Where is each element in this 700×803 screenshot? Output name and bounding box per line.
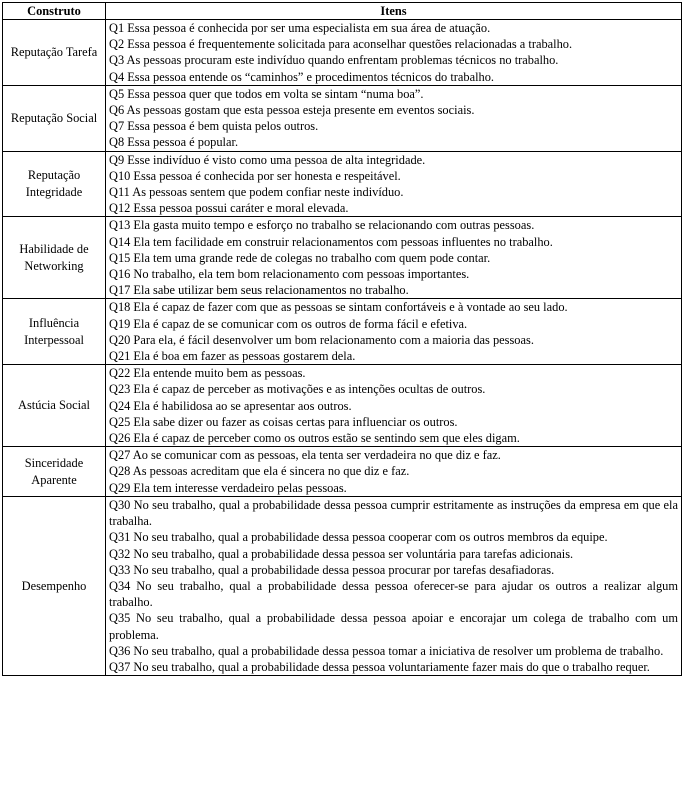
item-text: Q3 As pessoas procuram este indivíduo quando enfrentam problemas técnicos no trabalho. — [109, 53, 559, 68]
column-header-items: Itens — [106, 3, 682, 20]
item-text: Q27 Ao se comunicar com as pessoas, ela tenta ser verdadeira no que diz e faz. — [109, 448, 501, 463]
construct-cell: Astúcia Social — [3, 365, 106, 447]
item-text: Q13 Ela gasta muito tempo e esforço no trabalho se relacionando com outras pessoas. — [109, 218, 535, 233]
item-text: Q22 Ela entende muito bem as pessoas. — [109, 366, 306, 381]
item-text: Q32 No seu trabalho, qual a probabilidade dessa pessoa ser voluntária para tarefas adicionais. — [109, 546, 574, 561]
table-row — [3, 85, 682, 151]
item-text: Q20 Para ela, é fácil desenvolver um bom relacionamento com a maioria das pessoas. — [109, 332, 534, 347]
column-header-construct: Construto — [3, 3, 106, 20]
item-text: Q31 No seu trabalho, qual a probabilidade dessa pessoa cooperar com os outros membros da equipe. — [109, 530, 608, 545]
item-text: Q6 As pessoas gostam que esta pessoa esteja presente em eventos sociais. — [109, 103, 475, 118]
item-text: Q26 Ela é capaz de perceber como os outros estão se sentindo sem que eles digam. — [109, 431, 520, 446]
table-row — [3, 496, 682, 675]
item-text: Q17 Ela sabe utilizar bem seus relacionamentos no trabalho. — [109, 283, 409, 298]
item-text: Q33 No seu trabalho, qual a probabilidade dessa pessoa procurar por tarefas desafiadoras. — [109, 562, 555, 577]
table-row — [3, 365, 682, 447]
item-text: Q18 Ela é capaz de fazer com que as pessoas se sintam confortáveis e à vontade ao seu lado. — [109, 300, 568, 315]
item-text: Q11 As pessoas sentem que podem confiar neste indivíduo. — [109, 185, 404, 200]
item-text: Q21 Ela é boa em fazer as pessoas gostarem dela. — [109, 349, 356, 364]
table-row — [3, 447, 682, 497]
item-text: Q25 Ela sabe dizer ou fazer as coisas certas para influenciar os outros. — [109, 414, 458, 429]
construct-cell: Desempenho — [3, 496, 106, 675]
item-text: Q19 Ela é capaz de se comunicar com os outros de forma fácil e efetiva. — [109, 316, 468, 331]
item-text: Q29 Ela tem interesse verdadeiro pelas pessoas. — [109, 480, 347, 495]
item-text: Q14 Ela tem facilidade em construir relacionamentos com pessoas influentes no trabalho. — [109, 234, 553, 249]
item-text: Q37 No seu trabalho, qual a probabilidade dessa pessoa voluntariamente fazer mais do que o trabalho requer. — [109, 659, 650, 674]
items-cell — [106, 365, 682, 447]
item-text: Q24 Ela é habilidosa ao se apresentar aos outros. — [109, 398, 352, 413]
construct-cell: Reputação Social — [3, 85, 106, 151]
table-header-row — [3, 3, 682, 20]
items-cell — [106, 20, 682, 86]
constructs-items-table — [2, 2, 682, 676]
item-text: Q12 Essa pessoa possui caráter e moral elevada. — [109, 201, 349, 216]
items-cell — [106, 447, 682, 497]
item-text: Q7 Essa pessoa é bem quista pelos outros. — [109, 119, 319, 134]
item-text: Q5 Essa pessoa quer que todos em volta se sintam “numa boa”. — [109, 86, 424, 101]
table-body — [3, 20, 682, 676]
table-row — [3, 20, 682, 86]
item-text: Q36 No seu trabalho, qual a probabilidade dessa pessoa tomar a iniciativa de resolver um problema de trabalho. — [109, 643, 664, 658]
table-row — [3, 217, 682, 299]
item-text: Q35 No seu trabalho, qual a probabilidade dessa pessoa apoiar e encorajar um colega de trabalho com um problema. — [109, 611, 678, 642]
item-text: Q9 Esse indivíduo é visto como uma pessoa de alta integridade. — [109, 152, 426, 167]
table-row — [3, 151, 682, 217]
items-cell — [106, 85, 682, 151]
items-cell — [106, 217, 682, 299]
item-text: Q2 Essa pessoa é frequentemente solicitada para aconselhar questões relacionadas a trabalho. — [109, 37, 573, 52]
table-row — [3, 299, 682, 365]
item-text: Q4 Essa pessoa entende os “caminhos” e procedimentos técnicos do trabalho. — [109, 69, 495, 84]
item-text: Q28 As pessoas acreditam que ela é sincera no que diz e faz. — [109, 464, 410, 479]
item-text: Q15 Ela tem uma grande rede de colegas no trabalho com quem pode contar. — [109, 250, 491, 265]
construct-cell: Reputação Tarefa — [3, 20, 106, 86]
item-text: Q16 No trabalho, ela tem bom relacionamento com pessoas importantes. — [109, 267, 470, 282]
construct-cell: Influência Interpessoal — [3, 299, 106, 365]
items-cell — [106, 151, 682, 217]
items-cell — [106, 299, 682, 365]
construct-cell: Reputação Integridade — [3, 151, 106, 217]
item-text: Q1 Essa pessoa é conhecida por ser uma especialista em sua área de atuação. — [109, 21, 491, 35]
construct-cell: Sinceridade Aparente — [3, 447, 106, 497]
construct-cell: Habilidade de Networking — [3, 217, 106, 299]
items-cell — [106, 496, 682, 675]
item-text: Q8 Essa pessoa é popular. — [109, 135, 239, 150]
item-text: Q10 Essa pessoa é conhecida por ser honesta e respeitável. — [109, 168, 401, 183]
item-text: Q23 Ela é capaz de perceber as motivações e as intenções ocultas de outros. — [109, 382, 486, 397]
item-text: Q34 No seu trabalho, qual a probabilidade dessa pessoa oferecer-se para ajudar os outros a realizar algum trabalho. — [109, 578, 678, 610]
item-text: Q30 No seu trabalho, qual a probabilidade dessa pessoa cumprir estritamente as instruções da empresa em que ela trabalha. — [109, 497, 678, 529]
